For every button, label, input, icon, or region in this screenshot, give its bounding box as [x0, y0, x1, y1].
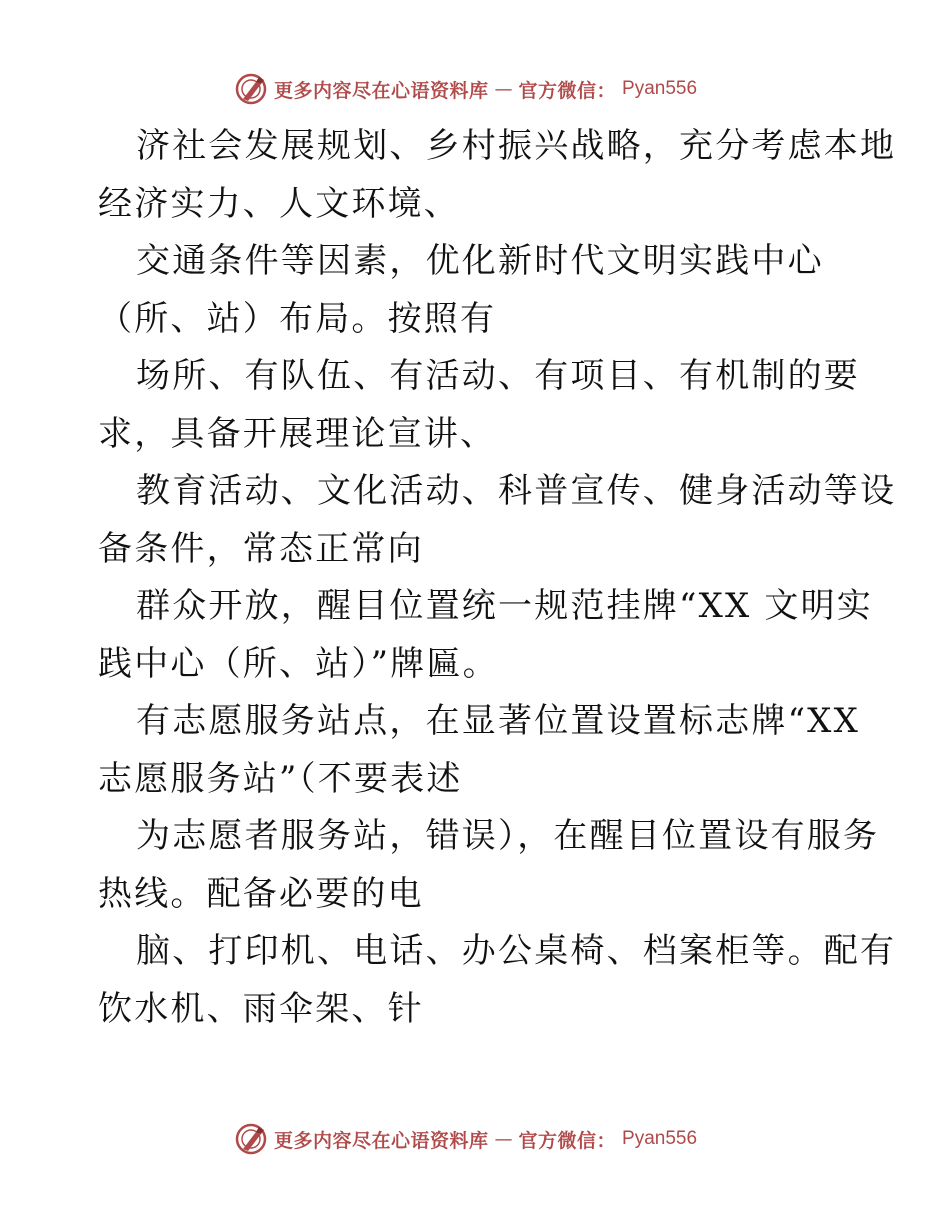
paragraph — [98, 233, 858, 348]
paragraph-line: 教育活动、文化活动、科普宣传、健身活动等设 — [136, 471, 897, 511]
paragraph-line: 求，具备开展理论宣讲、 — [98, 413, 497, 454]
paragraph-line: 有志愿服务站点，在显著位置设置标志牌“XX — [136, 701, 860, 741]
paragraph-line: 交通条件等因素，优化新时代文明实践中心 — [136, 241, 824, 281]
watermark-account: Pyan556 — [622, 1128, 698, 1149]
paragraph-line: 践中心（所、站）”牌匾。 — [98, 643, 499, 684]
paragraph — [98, 118, 897, 233]
paragraph-line: 热线。配备必要的电 — [98, 873, 424, 914]
paragraph-line: 场所、有队伍、有活动、有项目、有机制的要 — [136, 356, 860, 396]
header-watermark — [234, 72, 697, 106]
paragraph-line: 群众开放，醒目位置统一规范挂牌“XX 文明实 — [136, 586, 873, 626]
paragraph — [98, 463, 897, 578]
watermark-text: 更多内容尽在心语资料库 — [274, 1129, 489, 1152]
paragraph-line: 备条件，常态正常向 — [98, 528, 424, 569]
watermark-text: 更多内容尽在心语资料库 — [274, 79, 489, 102]
watermark-label: 官方微信： — [518, 79, 617, 102]
pen-nib-logo-icon — [234, 72, 268, 106]
paragraph-line: 济社会发展规划、乡村振兴战略，充分考虑本地 — [136, 126, 897, 166]
watermark-separator: — — [494, 1128, 513, 1150]
paragraph — [98, 578, 873, 693]
paragraph-line: 为志愿者服务站，错误），在醒目位置设有服务 — [136, 816, 880, 856]
paragraph — [98, 348, 858, 463]
body-text — [98, 118, 897, 1038]
paragraph-line: 经济实力、人文环境、 — [98, 183, 460, 224]
pen-nib-logo-icon — [234, 1122, 268, 1156]
paragraph — [98, 923, 897, 1038]
paragraph-line: （所、站）布局。按照有 — [98, 298, 497, 339]
watermark-account: Pyan556 — [622, 78, 698, 99]
paragraph — [98, 693, 858, 808]
paragraph — [98, 808, 880, 923]
paragraph-line: 志愿服务站”（不要表述 — [98, 758, 463, 799]
watermark-label: 官方微信： — [518, 1129, 617, 1152]
watermark-separator: — — [494, 78, 513, 100]
footer-watermark — [234, 1122, 697, 1156]
paragraph-line: 脑、打印机、电话、办公桌椅、档案柜等。配有 — [136, 931, 897, 971]
paragraph-line: 饮水机、雨伞架、针 — [98, 988, 424, 1029]
